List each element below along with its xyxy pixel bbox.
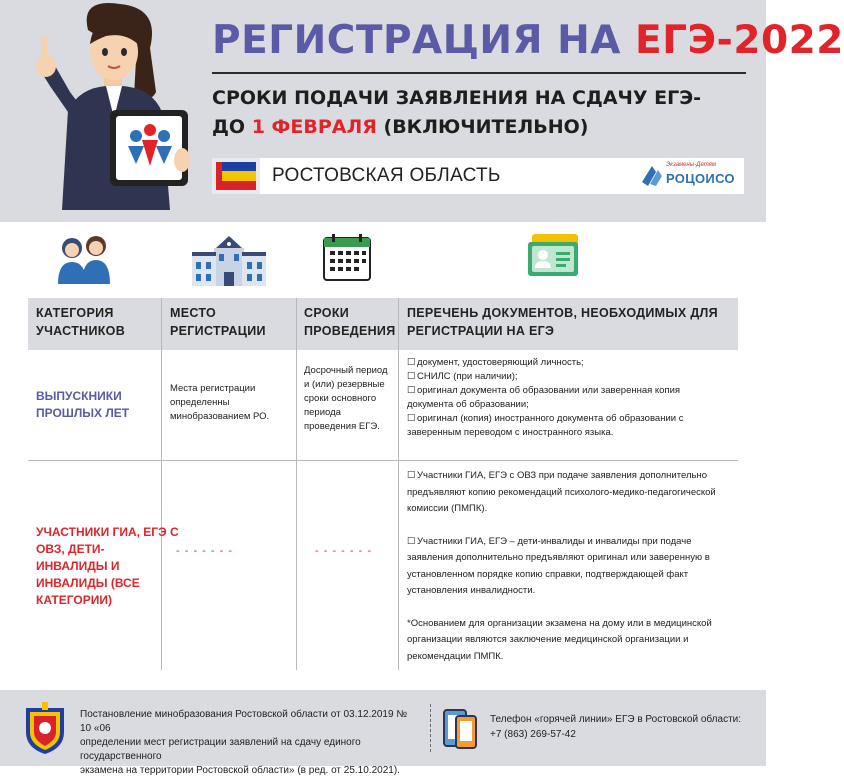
header-panel bbox=[0, 0, 844, 222]
region-bar bbox=[212, 158, 744, 194]
list-item: ☐ документ, удостоверяющий личность; bbox=[407, 357, 584, 368]
checkbox-icon: ☐ bbox=[407, 371, 416, 382]
row2-documents: ☐ Участники ГИА, ЕГЭ с ОВЗ при подаче заявления дополнительно предъявляют копию рекомендаций психолого-медико-педагогической комиссии (ПМПК). ☐ Участники ГИА, ЕГЭ – дети-инвалиды и инвалиды при подаче заявления дополнительно предъявляют оригинал или заверенную в установленном порядке копию справки, подтверждающей факт установления инвалидности. *Основанием для организации экзамена на дому или в медицинской организации являются заключение медицинской организации и рекомендации ПМПК. bbox=[407, 468, 735, 665]
title-divider bbox=[212, 72, 746, 74]
row1-place: Места регистрации определенны минобразованием РО. bbox=[170, 383, 270, 422]
hotline-text: Телефон «горячей линии» ЕГЭ в Ростовской области: +7 (863) 269-57-42 bbox=[490, 714, 742, 740]
calendar-icon bbox=[322, 232, 372, 282]
list-item: ☐ оригинал (копия) иностранного документа об образовании с bbox=[407, 413, 684, 424]
column-divider bbox=[161, 298, 162, 670]
page-title bbox=[212, 18, 844, 63]
subtitle-line2 bbox=[212, 113, 701, 142]
row1-documents: ☐ документ, удостоверяющий личность; ☐ СНИЛС (при наличии); ☐ оригинал документа об образовании или заверенная копия документа об образовании; ☐ оригинал (копия) иностранного документа об образовании с заверенным переводом с иностранного языка. bbox=[407, 356, 735, 440]
students-icon bbox=[54, 232, 114, 288]
deadline-date: 1 ФЕВРАЛЯ bbox=[251, 116, 377, 138]
subtitle-suffix: (ВКЛЮЧИТЕЛЬНО) bbox=[376, 116, 589, 138]
checkbox-icon: ☐ bbox=[407, 413, 416, 424]
list-item: ☐ СНИЛС (при наличии); bbox=[407, 371, 518, 382]
phone-icon bbox=[442, 706, 478, 750]
emblem-icon bbox=[22, 702, 68, 756]
logo-name: РОЦОИСО bbox=[666, 171, 735, 186]
row1-timing: Досрочный период и (или) резервные сроки основного периода проведения ЕГЭ. bbox=[304, 365, 388, 432]
row-divider bbox=[28, 460, 738, 461]
header-documents: ПЕРЕЧЕНЬ ДОКУМЕНТОВ, НЕОБХОДИМЫХ ДЛЯ РЕГИСТРАЦИИ НА ЕГЭ bbox=[407, 306, 718, 338]
list-item: ☐ Участники ГИА, ЕГЭ – дети-инвалиды и инвалиды при подаче bbox=[407, 534, 735, 551]
row1-category: ВЫПУСКНИКИ ПРОШЛЫХ ЛЕТ bbox=[36, 389, 130, 420]
deadline-subtitle bbox=[212, 84, 701, 142]
building-icon bbox=[190, 232, 268, 288]
list-item: ☐ Участники ГИА, ЕГЭ с ОВЗ при подаче заявления дополнительно bbox=[407, 468, 735, 485]
subtitle-line1: СРОКИ ПОДАЧИ ЗАЯВЛЕНИЯ НА СДАЧУ ЕГЭ- bbox=[212, 87, 702, 109]
decree-text: Постановление минобразования Ростовской области от 03.12.2019 № 10 «06 определении мест регистрации заявлений на сдачу единого государственного экзамена на территории Ростовской области» (в ред. от 25.10.2021). bbox=[80, 709, 408, 776]
checkbox-icon: ☐ bbox=[407, 385, 416, 396]
title-part2: ЕГЭ-2022 bbox=[635, 18, 844, 63]
column-divider bbox=[296, 298, 297, 670]
footer-divider bbox=[430, 704, 431, 752]
header-place: МЕСТО РЕГИСТРАЦИИ bbox=[170, 306, 266, 338]
title-part1: РЕГИСТРАЦИЯ НА bbox=[212, 18, 636, 63]
teacher-avatar-icon bbox=[10, 0, 200, 222]
logo-tagline: Экзамены-Детям bbox=[666, 162, 716, 168]
header-category: КАТЕГОРИЯ УЧАСТНИКОВ bbox=[36, 306, 126, 338]
id-card-icon bbox=[526, 232, 582, 280]
header-timing: СРОКИ ПРОВЕДЕНИЯ bbox=[304, 306, 396, 338]
rcoi-logo-icon bbox=[640, 162, 736, 190]
column-divider bbox=[398, 298, 399, 670]
checkbox-icon: ☐ bbox=[407, 470, 416, 481]
checkbox-icon: ☐ bbox=[407, 535, 416, 547]
subtitle-prefix: ДО bbox=[212, 116, 252, 138]
flag-icon bbox=[212, 158, 260, 194]
checkbox-icon: ☐ bbox=[407, 357, 416, 368]
row2-place-empty: - - - - - - - bbox=[176, 545, 233, 557]
region-name: РОСТОВСКАЯ ОБЛАСТЬ bbox=[272, 165, 501, 186]
row2-category: УЧАСТНИКИ ГИА, ЕГЭ С ОВЗ, ДЕТИ- ИНВАЛИДЫ И ИНВАЛИДЫ (ВСЕ КАТЕГОРИИ) bbox=[36, 525, 179, 607]
footer-panel bbox=[0, 690, 766, 776]
row2-timing-empty: - - - - - - - bbox=[315, 545, 372, 557]
list-item: ☐ оригинал документа об образовании или заверенная копия bbox=[407, 385, 681, 396]
